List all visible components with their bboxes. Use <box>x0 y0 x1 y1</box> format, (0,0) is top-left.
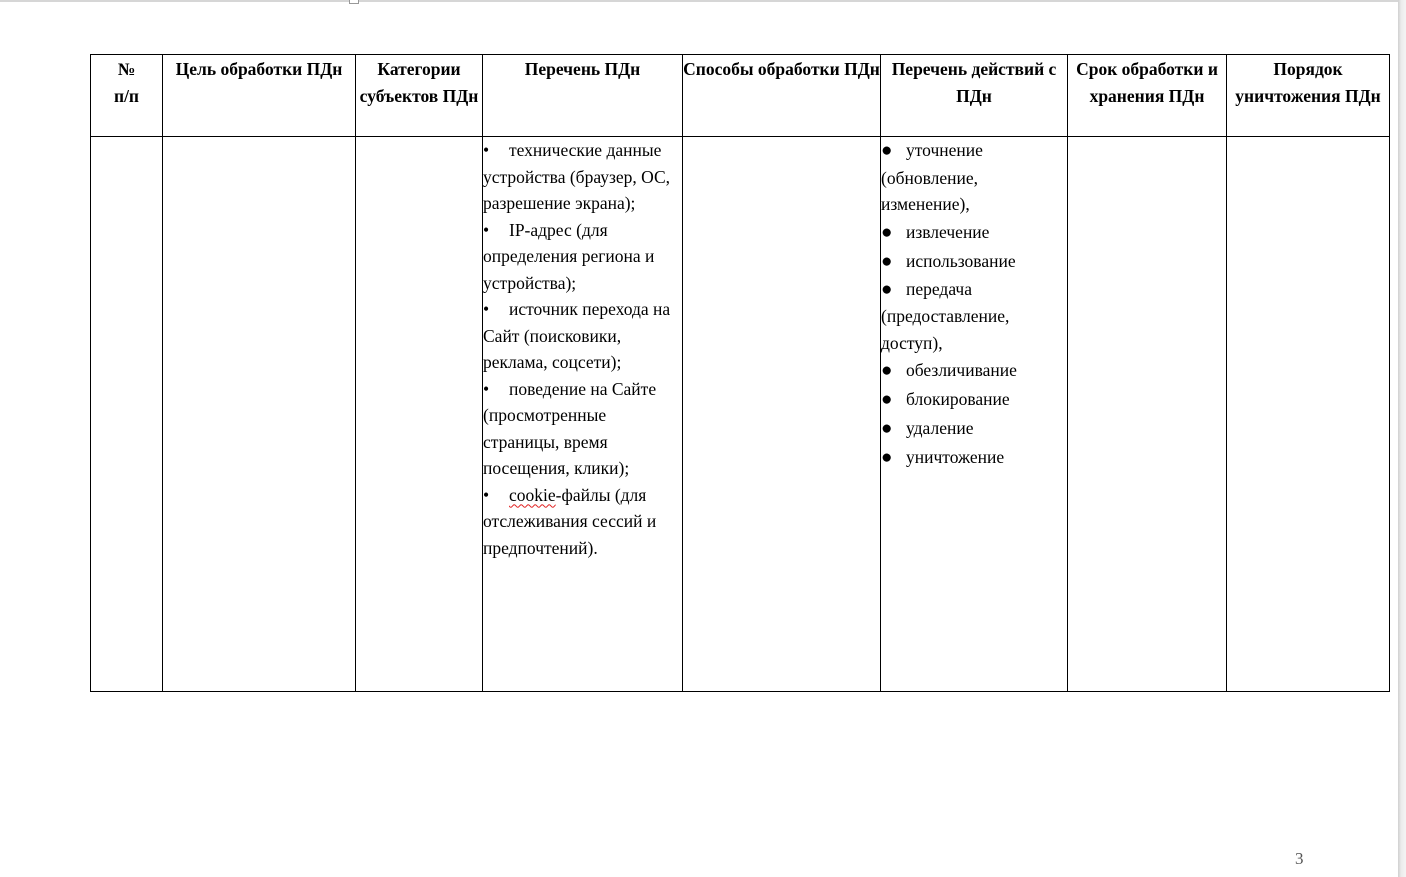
personal-data-table <box>90 54 1390 692</box>
cell-num[interactable] <box>91 137 163 692</box>
header-data-list[interactable]: Перечень ПДн <box>483 55 683 137</box>
list-item: ● удаление <box>881 414 1067 443</box>
bullet-icon: ● <box>881 389 893 410</box>
header-term[interactable]: Срок обработки и хранения ПДн <box>1068 55 1227 137</box>
list-item: ● использование <box>881 247 1067 276</box>
header-num-abbr: п/п <box>113 85 140 106</box>
bullet-icon: ● <box>881 278 893 300</box>
data-list <box>483 137 682 561</box>
list-item: ● обезличивание <box>881 356 1067 385</box>
bullet-icon: • <box>483 484 490 505</box>
table-header-row <box>91 55 1390 137</box>
header-methods[interactable]: Способы обработки ПДн <box>683 55 881 137</box>
header-destruction[interactable]: Порядок уничтожения ПДн <box>1227 55 1390 137</box>
bullet-icon: ● <box>881 360 893 381</box>
header-num[interactable] <box>91 55 163 137</box>
list-item: • поведение на Сайте (просмотренные страницы, время посещения, клики); <box>483 376 682 482</box>
bullet-icon: • <box>483 299 490 319</box>
bullet-icon: • <box>483 140 490 160</box>
bullet-icon: ● <box>881 250 893 272</box>
header-purpose[interactable]: Цель обработки ПДн <box>163 55 356 137</box>
bullet-icon: ● <box>881 221 893 243</box>
bullet-icon: ● <box>881 447 893 468</box>
header-actions[interactable]: Перечень действий с ПДн <box>881 55 1068 137</box>
list-item: ● уточнение (обновление, изменение), <box>881 140 983 214</box>
cell-destruction[interactable] <box>1227 137 1390 692</box>
cell-categories[interactable] <box>356 137 483 692</box>
spellcheck-flagged-word[interactable]: cookie <box>509 484 556 505</box>
list-item: • cookie-файлы (для отслеживания сессий и предпочтений). <box>483 482 682 562</box>
cell-methods[interactable] <box>683 137 881 692</box>
cell-data-list[interactable] <box>483 137 683 692</box>
table-row <box>91 137 1390 692</box>
bullet-icon: • <box>483 219 490 240</box>
page-right-edge <box>1398 0 1406 877</box>
actions-list <box>881 137 1067 472</box>
cell-actions[interactable] <box>881 137 1068 692</box>
header-num-symbol: № <box>117 59 136 79</box>
list-item: • технические данные устройства (браузер, ОС, разрешение экрана); <box>483 137 682 217</box>
list-item: • источник перехода на Сайт (поисковики, реклама, соцсети); <box>483 296 682 376</box>
list-item: • IP-адрес (для определения региона и устройства); <box>483 217 682 297</box>
text-boundary-corner-mark <box>349 0 359 4</box>
list-item: ● блокирование <box>881 385 1067 414</box>
page-number: 3 <box>1295 849 1304 868</box>
list-item: ● извлечение <box>881 218 1067 247</box>
list-item: ● передача (предоставление, доступ), <box>881 278 1010 353</box>
cell-term[interactable] <box>1068 137 1227 692</box>
bullet-icon: ● <box>881 418 893 439</box>
cell-purpose[interactable] <box>163 137 356 692</box>
page-top-edge <box>0 0 1398 2</box>
header-categories[interactable]: Категории субъектов ПДн <box>356 55 483 137</box>
list-item: ● уничтожение <box>881 443 1067 472</box>
bullet-icon: • <box>483 378 490 399</box>
bullet-icon: ● <box>881 140 893 161</box>
